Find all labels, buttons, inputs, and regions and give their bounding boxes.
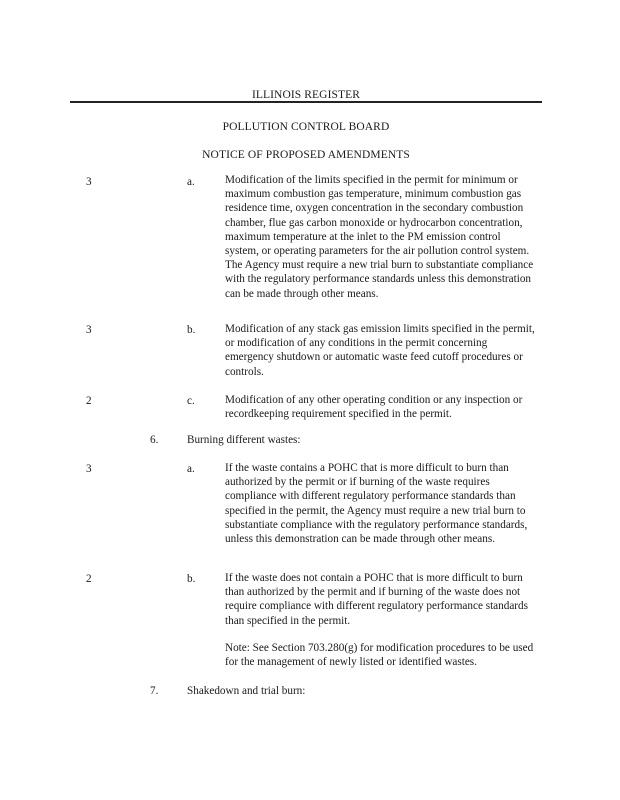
board-title: POLLUTION CONTROL BOARD (222, 121, 390, 133)
item-letter: c. (187, 395, 195, 407)
notice-title: NOTICE OF PROPOSED AMENDMENTS (202, 149, 410, 161)
item-letter: b. (187, 324, 196, 336)
register-title: ILLINOIS REGISTER (251, 89, 361, 101)
item-text: Modification of the limits specified in the permit for minimum or maximum combustion gas temperature, minimum combustion gas residence time, oxygen concentration in the secondary combustion chamber, flue gas carbon monoxide or hydrocarbon concentration, maximum temperature at the inlet to the PM emission control system, or operating parameters for the air pollution control system. The Agency must require a new trial burn to substantiate compliance with the regulatory performance standards unless this demonstration can be made through other means. (225, 174, 534, 300)
section-number: 7. (150, 685, 159, 697)
item-text: Modification of any other operating condition or any inspection or recordkeeping requirement specified in the permit. (225, 394, 523, 421)
section-heading: Burning different wastes: (187, 434, 301, 446)
note-text: Note: See Section 703.280(g) for modification procedures to be used for the management of newly listed or identified wastes. (225, 642, 534, 669)
item-letter: a. (187, 463, 195, 475)
item-letter: a. (187, 176, 195, 188)
item-text: Modification of any stack gas emission limits specified in the permit, or modification of any conditions in the permit concerning emergency shutdown or automatic waste feed cutoff procedures or controls. (225, 323, 535, 378)
class-number: 2 (86, 395, 92, 407)
section-number: 6. (150, 434, 159, 446)
item-text: If the waste contains a POHC that is more difficult to burn than authorized by the permit or if burning of the waste requires compliance with different regulatory performance standards than specified in the permit, the Agency must require a new trial burn to substantiate compliance with the regulatory performance standards, unless this demonstration can be made through other means. (225, 462, 528, 546)
class-number: 3 (86, 463, 92, 475)
header-rule (70, 101, 542, 103)
item-text: If the waste does not contain a POHC that is more difficult to burn than authorized by the permit and if burning of the waste does not require compliance with different regulatory performance standards than specified in the permit. (225, 572, 528, 627)
section-heading: Shakedown and trial burn: (187, 685, 306, 697)
item-letter: b. (187, 573, 196, 585)
class-number: 3 (86, 324, 92, 336)
class-number: 2 (86, 573, 92, 585)
class-number: 3 (86, 176, 92, 188)
